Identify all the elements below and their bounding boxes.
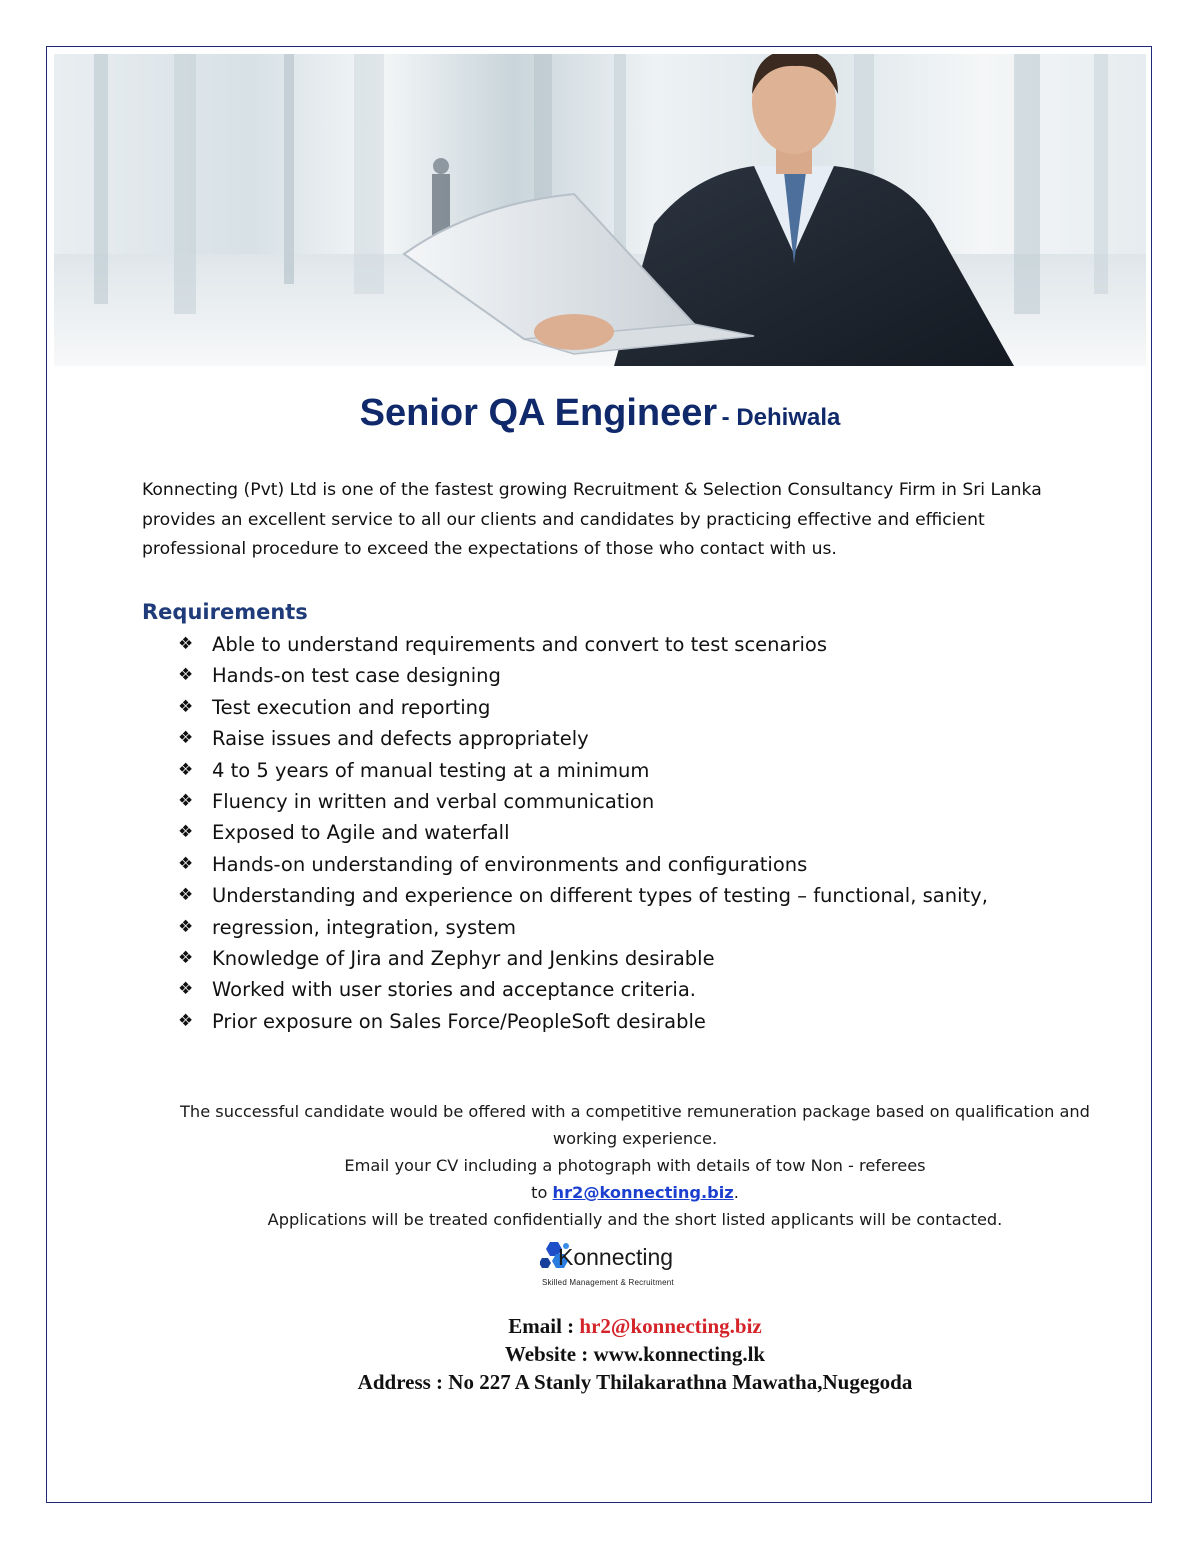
diamond-bullet-icon: ❖ (178, 791, 194, 812)
company-logo (540, 1238, 720, 1294)
list-item: ❖ Knowledge of Jira and Zephyr and Jenkins desirable (178, 943, 1038, 974)
remuneration-note: The successful candidate would be offered with a competitive remuneration package based on qualification and working experience. (180, 1102, 1090, 1148)
contact-email: Email : hr2@konnecting.biz (508, 1314, 762, 1338)
contact-address-value: No 227 A Stanly Thilakarathna Mawatha,Nugegoda (448, 1370, 913, 1394)
diamond-bullet-icon: ❖ (178, 885, 194, 906)
company-intro: Konnecting (Pvt) Ltd is one of the fastest growing Recruitment & Selection Consultancy Firm in Sri Lanka provides an excellent service to all our clients and candidates by practicing effective and efficient professional procedure to exceed the expectations of those who contact with us. (142, 480, 1042, 559)
diamond-bullet-icon: ❖ (178, 916, 194, 937)
list-item: ❖ Hands-on test case designing (178, 660, 1038, 691)
closing-text (180, 1098, 1090, 1233)
cv-instruction: Email your CV including a photograph with details of tow Non - referees (344, 1156, 926, 1175)
list-item: ❖ Fluency in written and verbal communication (178, 786, 1038, 817)
diamond-bullet-icon: ❖ (178, 1010, 194, 1031)
job-title-main: Senior QA Engineer (359, 392, 718, 434)
diamond-bullet-icon: ❖ (178, 634, 194, 654)
list-item: ❖ Exposed to Agile and waterfall (178, 817, 1038, 848)
hero-photo (54, 54, 1146, 366)
confidentiality-note: Applications will be treated confidentially and the short listed applicants will be contacted. (267, 1210, 1003, 1229)
list-item: ❖ Test execution and reporting (178, 692, 1038, 723)
diamond-bullet-icon: ❖ (178, 696, 194, 717)
diamond-bullet-icon: ❖ (178, 979, 194, 1000)
diamond-bullet-icon: ❖ (178, 853, 194, 874)
businessman-with-laptop-illustration (54, 54, 1146, 366)
diamond-bullet-icon: ❖ (178, 822, 194, 843)
list-item: ❖ Worked with user stories and acceptance criteria. (178, 974, 1038, 1005)
contact-website-value[interactable]: www.konnecting.lk (593, 1342, 766, 1366)
contact-website: Website : www.konnecting.lk (504, 1342, 766, 1366)
list-item: ❖ regression, integration, system (178, 912, 1038, 943)
list-item: ❖ 4 to 5 years of manual testing at a minimum (178, 755, 1038, 786)
diamond-bullet-icon: ❖ (178, 948, 194, 969)
contact-email-value[interactable]: hr2@konnecting.biz (579, 1314, 762, 1338)
cv-email-link[interactable]: hr2@konnecting.biz (552, 1183, 734, 1202)
job-location: - Dehiwala (721, 404, 841, 431)
list-item: ❖ Hands-on understanding of environments and configurations (178, 849, 1038, 880)
logo-tagline: Skilled Management & Recruitment (542, 1278, 674, 1287)
list-item: ❖ Raise issues and defects appropriately (178, 723, 1038, 754)
requirements-heading: Requirements (142, 600, 308, 624)
diamond-bullet-icon: ❖ (178, 728, 194, 749)
requirements-list (178, 629, 1038, 1037)
list-item: ❖ Understanding and experience on different types of testing – functional, sanity, (178, 880, 1038, 911)
contact-address: Address : No 227 A Stanly Thilakarathna Mawatha,Nugegoda (357, 1370, 913, 1394)
list-item: ❖ Prior exposure on Sales Force/PeopleSoft desirable (178, 1006, 1038, 1037)
job-title (0, 392, 1200, 435)
list-item: ❖ Able to understand requirements and convert to test scenarios (178, 629, 1038, 660)
diamond-bullet-icon: ❖ (178, 759, 194, 780)
logo-wordmark: Konnecting (558, 1244, 674, 1270)
cv-email-line: to hr2@konnecting.biz. (531, 1183, 739, 1202)
diamond-bullet-icon: ❖ (178, 665, 194, 686)
contact-block (0, 1312, 1200, 1396)
